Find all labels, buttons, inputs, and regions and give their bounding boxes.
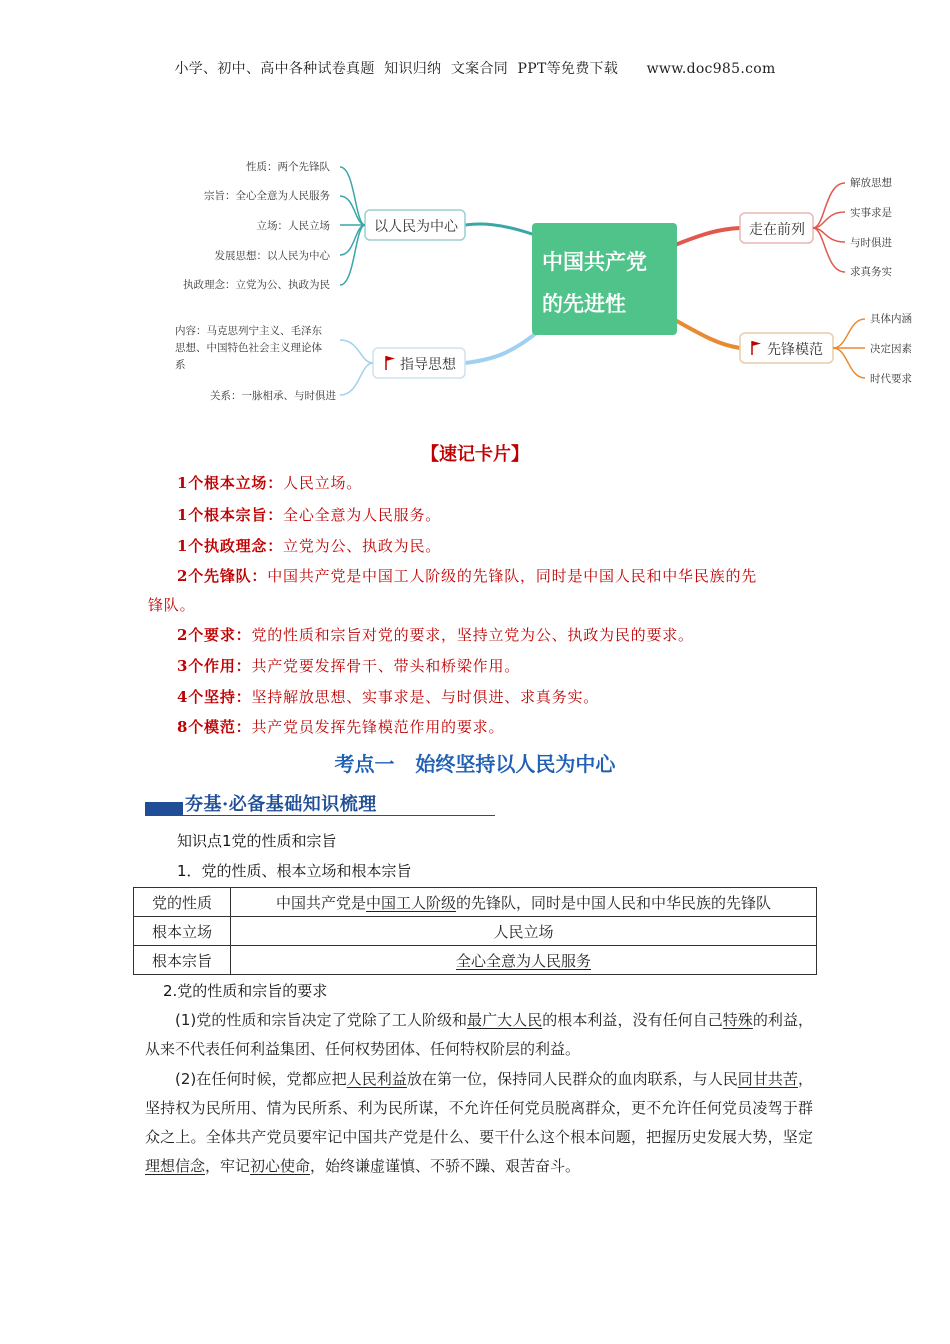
table-row bbox=[134, 917, 817, 946]
card-line: 1个根本宗旨：全心全意为人民服务。 bbox=[177, 506, 442, 524]
page-header: 小学、初中、高中各种试卷真题 知识归纳 文案合同 PPT等免费下载 www.doc985.com bbox=[174, 61, 776, 77]
table-cell: 党的性质 bbox=[134, 888, 231, 917]
table-cell: 中国共产党是中国工人阶级的先锋队，同时是中国人民和中华民族的先锋队 bbox=[231, 888, 817, 917]
node-people-centered-label: 以人民为中心 bbox=[374, 219, 458, 235]
branch-right-bottom bbox=[675, 320, 740, 348]
card-line: 2个要求：党的性质和宗旨对党的要求，坚持立党为公、执政为民的要求。 bbox=[177, 626, 694, 644]
card-line: 8个模范：共产党员发挥先锋模范作用的要求。 bbox=[177, 718, 505, 736]
node-guiding-thought-label: 指导思想 bbox=[400, 357, 456, 373]
leaf-governance: 执政理念：立党为公、执政为民 bbox=[183, 279, 330, 291]
paragraph-1: (1)党的性质和宗旨决定了党除了工人阶级和最广大人民的根本利益，没有任何自己特殊的利益，从来不代表任何利益集团、任何权势团体、任何特权阶层的利益。 bbox=[145, 1011, 813, 1058]
center-title-line2: 的先进性 bbox=[542, 292, 626, 316]
leaf-times: 与时俱进 bbox=[850, 237, 892, 249]
banner-underline bbox=[183, 815, 495, 816]
leaf-facts: 实事求是 bbox=[850, 207, 892, 219]
leaf-stance: 立场：人民立场 bbox=[256, 220, 330, 232]
card-line: 4个坚持：坚持解放思想、实事求是、与时俱进、求真务实。 bbox=[177, 688, 600, 706]
leaf-content-line1: 内容：马克思列宁主义、毛泽东 bbox=[175, 325, 322, 337]
card-line: 锋队。 bbox=[148, 596, 196, 614]
card-line: 2个先锋队：中国共产党是中国工人阶级的先锋队，同时是中国人民和中华民族的先 bbox=[177, 567, 758, 585]
knowledge-point-title: 知识点1党的性质和宗旨 bbox=[177, 832, 337, 850]
center-node bbox=[532, 223, 677, 335]
table-row bbox=[134, 888, 817, 917]
subheading-1: 1．党的性质、根本立场和根本宗旨 bbox=[177, 862, 412, 880]
subheading-2: 2.党的性质和宗旨的要求 bbox=[163, 982, 328, 1000]
table-cell: 根本立场 bbox=[134, 917, 231, 946]
node-lead-the-way-label: 走在前列 bbox=[749, 222, 805, 238]
leaf-emancipate: 解放思想 bbox=[850, 177, 892, 189]
table-cell: 根本宗旨 bbox=[134, 946, 231, 975]
section-title: 考点一 始终坚持以人民为中心 bbox=[334, 752, 616, 776]
banner-bar bbox=[145, 802, 183, 816]
node-vanguard-model-label: 先锋模范 bbox=[767, 342, 823, 358]
leaf-decisive: 决定因素 bbox=[870, 343, 912, 355]
table-cell: 人民立场 bbox=[231, 917, 817, 946]
leaf-era: 时代要求 bbox=[870, 373, 912, 385]
branch-right-top bbox=[675, 228, 740, 245]
section-banner bbox=[145, 790, 495, 818]
leaf-development: 发展思想：以人民为中心 bbox=[214, 250, 330, 262]
card-line: 1个根本立场：人民立场。 bbox=[177, 474, 363, 492]
leaf-nature: 性质：两个先锋队 bbox=[246, 161, 330, 173]
table-row bbox=[134, 946, 817, 975]
leaf-purpose: 宗旨：全心全意为人民服务 bbox=[204, 190, 330, 202]
branch-left-bottom bbox=[465, 330, 540, 363]
table-cell: 全心全意为人民服务 bbox=[231, 946, 817, 975]
mind-map bbox=[160, 145, 940, 415]
center-title-line1: 中国共产党 bbox=[542, 250, 647, 274]
leaf-relation: 关系：一脉相承、与时俱进 bbox=[210, 390, 336, 402]
branch-left-top bbox=[465, 224, 535, 235]
nature-table bbox=[133, 887, 817, 975]
paragraph-2: (2)在任何时候，党都应把人民利益放在第一位，保持同人民群众的血肉联系，与人民同甘共苦，坚持权为民所用、情为民所系、利为民所谋，不允许任何党员脱离群众，更不允许任何党员凌驾于群众之上。全体共产党员要牢记中国共产党是什么、要干什么这个根本问题，把握历史发展大势，坚定理想信念，牢记初心使命，始终谦虚谨慎、不骄不躁、艰苦奋斗。 bbox=[145, 1070, 813, 1175]
leaf-connotation: 具体内涵 bbox=[870, 313, 912, 325]
leaf-pragmatic: 求真务实 bbox=[850, 266, 892, 278]
leaf-content-line2: 思想、中国特色社会主义理论体 bbox=[175, 342, 322, 354]
card-line: 1个执政理念：立党为公、执政为民。 bbox=[177, 537, 442, 555]
leaf-content-line3: 系 bbox=[175, 359, 186, 371]
card-line: 3个作用：共产党要发挥骨干、带头和桥梁作用。 bbox=[177, 657, 521, 675]
banner-text: 夯基·必备基础知识梳理 bbox=[185, 794, 377, 815]
card-title: 【速记卡片】 bbox=[421, 444, 529, 465]
